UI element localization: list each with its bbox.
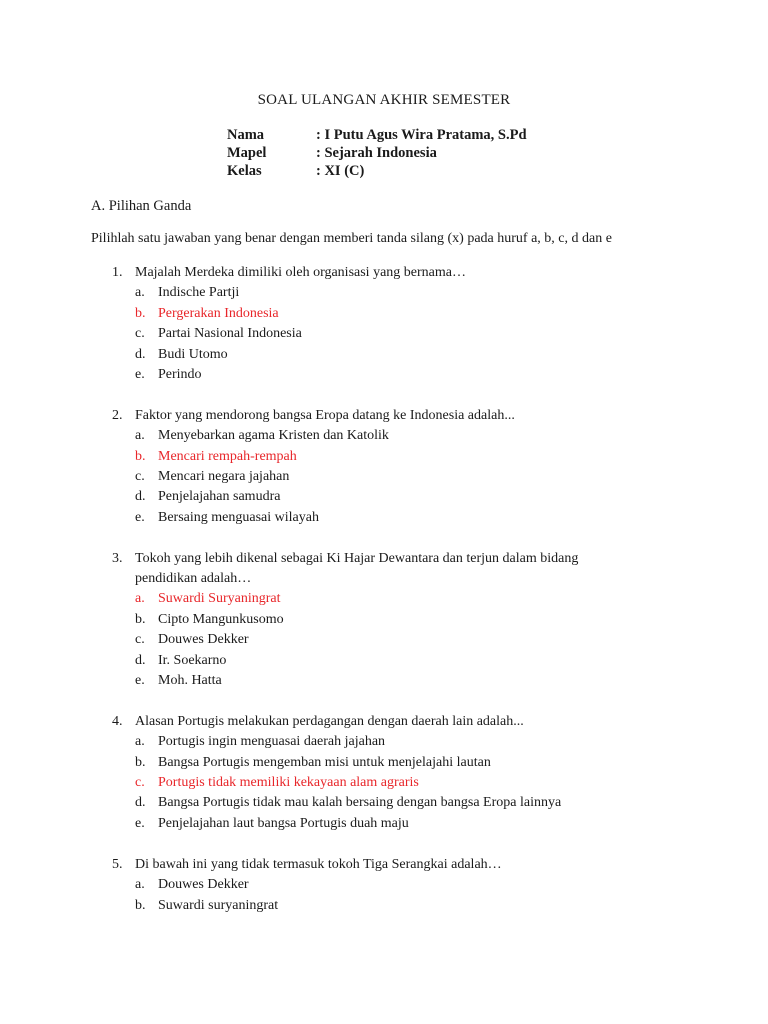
option-letter: a. <box>135 285 145 301</box>
question-list <box>0 263 768 916</box>
answer-option <box>0 630 768 650</box>
question-spacer <box>0 691 768 712</box>
answer-option <box>0 508 768 528</box>
info-value: : XI (C) <box>316 163 365 179</box>
option-text: Portugis tidak memiliki kekayaan alam agraris <box>158 775 419 791</box>
option-letter: b. <box>135 897 146 913</box>
option-letter: d. <box>135 346 146 362</box>
option-letter: e. <box>135 509 145 525</box>
info-row-subject <box>227 144 527 162</box>
answer-option <box>0 283 768 303</box>
student-info <box>227 126 527 180</box>
option-letter: a. <box>135 734 145 750</box>
answer-option <box>0 345 768 365</box>
answer-option-correct <box>0 447 768 467</box>
question-text: Majalah Merdeka dimiliki oleh organisasi yang bernama… <box>135 265 466 280</box>
answer-option <box>0 814 768 834</box>
option-letter: c. <box>135 632 145 648</box>
question-line <box>0 263 768 283</box>
option-text: Cipto Mangunkusomo <box>158 611 284 627</box>
question-text: pendidikan adalah… <box>135 571 252 587</box>
option-letter: b. <box>135 448 146 464</box>
answer-option-correct <box>0 773 768 793</box>
question-text: Alasan Portugis melakukan perdagangan dengan daerah lain adalah... <box>135 713 524 729</box>
question-text: Tokoh yang lebih dikenal sebagai Ki Hajar Dewantara dan terjun dalam bidang <box>135 550 579 566</box>
question-line <box>0 549 768 569</box>
option-text: Suwardi suryaningrat <box>158 897 279 913</box>
option-text: Perindo <box>158 366 202 382</box>
answer-option <box>0 793 768 813</box>
question-item <box>0 263 768 385</box>
option-letter: e. <box>135 366 145 382</box>
question-text: Faktor yang mendorong bangsa Eropa datang ke Indonesia adalah... <box>135 407 515 423</box>
option-text: Pergerakan Indonesia <box>158 305 279 321</box>
question-number: 1. <box>112 265 123 280</box>
option-text: Penjelajahan samudra <box>158 489 281 505</box>
instruction-text: Pilihlah satu jawaban yang benar dengan memberi tanda silang (x) pada huruf a, b, c, d dan e <box>91 231 612 246</box>
option-letter: d. <box>135 795 146 811</box>
answer-option <box>0 671 768 691</box>
option-letter: e. <box>135 815 145 831</box>
option-letter: b. <box>135 305 146 321</box>
option-text: Budi Utomo <box>158 346 228 362</box>
option-letter: b. <box>135 611 146 627</box>
option-text: Menyebarkan agama Kristen dan Katolik <box>158 428 389 444</box>
answer-option <box>0 610 768 630</box>
option-letter: d. <box>135 652 146 668</box>
question-text: Di bawah ini yang tidak termasuk tokoh Tiga Serangkai adalah… <box>135 856 502 872</box>
option-letter: d. <box>135 489 146 505</box>
option-text: Mencari negara jajahan <box>158 469 290 485</box>
option-text: Bangsa Portugis mengemban misi untuk menjelajahi lautan <box>158 754 491 770</box>
option-text: Suwardi Suryaningrat <box>158 591 281 607</box>
question-spacer <box>0 528 768 549</box>
option-letter: c. <box>135 469 145 485</box>
option-text: Penjelajahan laut bangsa Portugis duah maju <box>158 815 409 831</box>
option-text: Douwes Dekker <box>158 877 249 893</box>
answer-option <box>0 487 768 507</box>
answer-option <box>0 651 768 671</box>
question-item <box>0 712 768 834</box>
option-text: Douwes Dekker <box>158 632 249 648</box>
question-line <box>0 712 768 732</box>
answer-option-correct <box>0 589 768 609</box>
question-line <box>0 406 768 426</box>
answer-option <box>0 324 768 344</box>
question-line <box>0 569 768 589</box>
question-line <box>0 855 768 875</box>
question-item <box>0 406 768 528</box>
question-number: 4. <box>112 713 123 729</box>
answer-option <box>0 365 768 385</box>
option-text: Mencari rempah-rempah <box>158 448 297 464</box>
answer-option <box>0 467 768 487</box>
question-item <box>0 855 768 916</box>
question-number: 3. <box>112 550 123 566</box>
answer-option <box>0 732 768 752</box>
page-title: SOAL ULANGAN AKHIR SEMESTER <box>257 92 511 108</box>
answer-option <box>0 896 768 916</box>
option-text: Partai Nasional Indonesia <box>158 326 302 342</box>
info-row-name <box>227 126 527 144</box>
question-number: 2. <box>112 407 123 423</box>
question-item <box>0 549 768 692</box>
answer-option-correct <box>0 304 768 324</box>
info-label: Kelas <box>227 163 262 179</box>
answer-option <box>0 753 768 773</box>
option-letter: e. <box>135 673 145 689</box>
answer-option <box>0 426 768 446</box>
option-letter: a. <box>135 428 145 444</box>
info-value: : Sejarah Indonesia <box>316 145 437 161</box>
option-letter: c. <box>135 775 145 791</box>
option-text: Portugis ingin menguasai daerah jajahan <box>158 734 386 750</box>
info-row-class <box>227 162 527 180</box>
info-label: Nama <box>227 127 265 143</box>
info-label: Mapel <box>227 145 267 161</box>
option-text: Bersaing menguasai wilayah <box>158 509 319 525</box>
question-spacer <box>0 834 768 855</box>
option-letter: a. <box>135 877 145 893</box>
question-spacer <box>0 385 768 406</box>
question-number: 5. <box>112 856 123 872</box>
answer-option <box>0 875 768 895</box>
option-letter: b. <box>135 754 146 770</box>
option-letter: a. <box>135 591 145 607</box>
section-heading: A. Pilihan Ganda <box>91 198 192 214</box>
option-text: Ir. Soekarno <box>158 652 227 668</box>
option-text: Bangsa Portugis tidak mau kalah bersaing dengan bangsa Eropa lainnya <box>158 795 562 811</box>
option-text: Moh. Hatta <box>158 673 222 689</box>
option-letter: c. <box>135 326 145 342</box>
info-value: : I Putu Agus Wira Pratama, S.Pd <box>316 127 527 143</box>
option-text: Indische Partji <box>158 285 240 301</box>
